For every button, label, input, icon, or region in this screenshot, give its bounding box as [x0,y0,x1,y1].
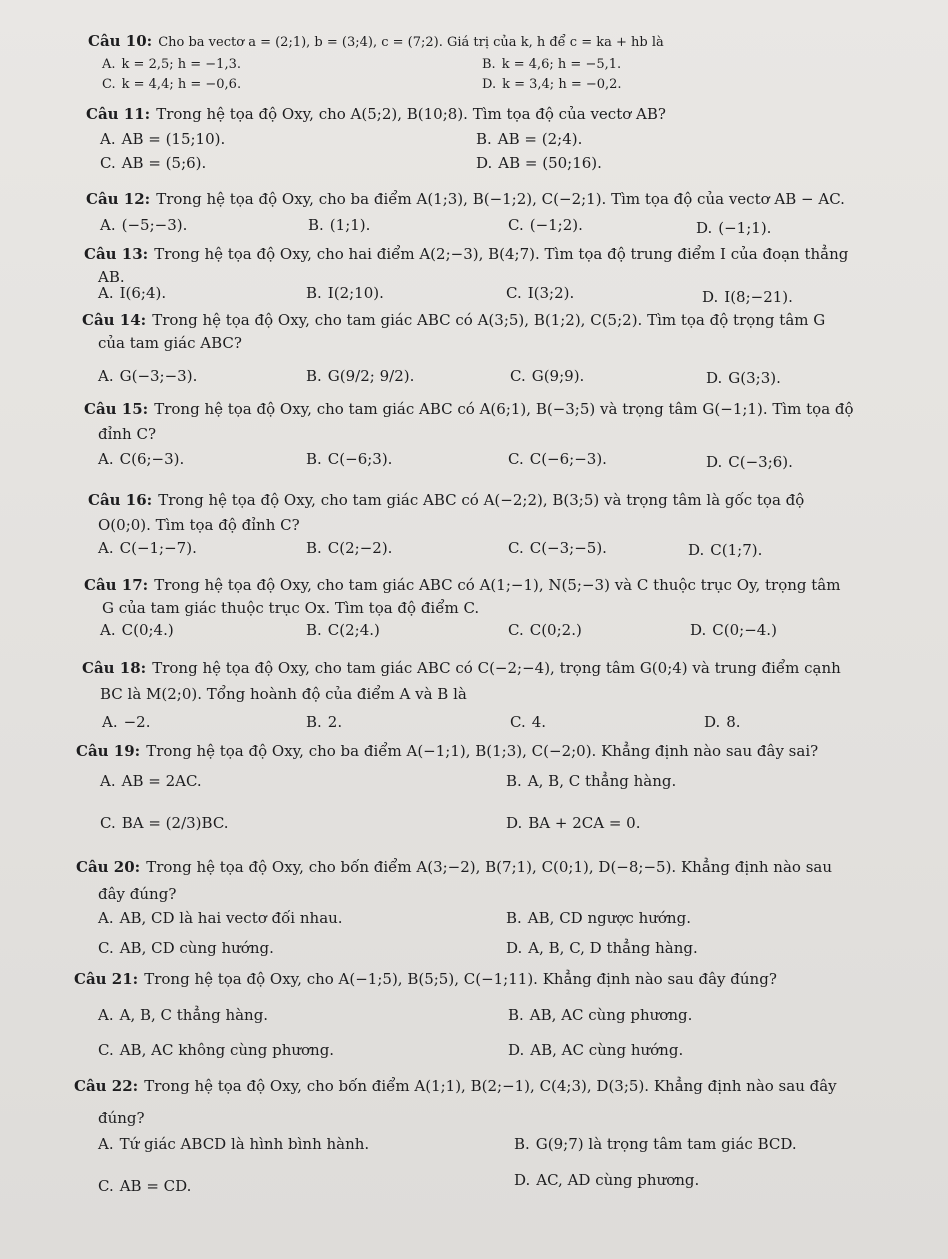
option-text: C(−1;−7). [119,539,197,557]
question-16-continuation: O(0;0). Tìm tọa độ đỉnh C? [98,516,300,534]
option-label: C. [100,154,116,172]
option-a[interactable] [98,1005,268,1025]
option-label: D. [506,939,523,957]
option-text: G(3;3). [728,369,781,387]
option-b[interactable] [306,366,414,386]
question-17-text [84,575,840,595]
option-label: D. [696,219,713,237]
option-label: D. [690,621,707,639]
question-line: Trong hệ tọa độ Oxy, cho A(−1;5), B(5;5), C(−1;11). Khẳng định nào sau đây đúng? [144,970,777,988]
option-d[interactable] [508,1040,683,1060]
option-label: B. [306,284,322,302]
option-label: D. [688,541,705,559]
option-label: C. [506,284,522,302]
question-label: Câu 19: [76,742,141,760]
option-c[interactable] [506,283,574,303]
option-label: D. [508,1041,525,1059]
question-label: Câu 16: [88,491,153,509]
option-a[interactable] [100,771,202,791]
option-text: 4. [531,713,547,731]
option-label: B. [482,57,496,72]
option-text: G(−3;−3). [119,367,198,385]
option-text: AB, CD ngược hướng. [527,909,691,927]
option-label: A. [98,909,114,927]
option-label: C. [98,939,114,957]
option-text: (−1;1). [718,219,772,237]
option-label: B. [306,621,322,639]
option-text: C(−3;6). [728,453,793,471]
option-text: C(0;4.) [121,621,174,639]
option-text: AB, AC không cùng phương. [119,1041,335,1059]
option-text: A, B, C thẳng hàng. [119,1006,269,1024]
option-a[interactable] [98,449,184,469]
option-label: C. [508,539,524,557]
option-label: A. [98,367,114,385]
option-label: A. [98,539,114,557]
option-text: I(2;10). [327,284,384,302]
option-b[interactable] [506,908,691,928]
option-text: AC, AD cùng phương. [536,1171,700,1189]
option-d[interactable] [688,540,762,560]
option-label: A. [102,57,116,72]
option-label: D. [702,288,719,306]
option-label: A. [100,621,116,639]
option-label: C. [98,1041,114,1059]
option-text: AB = CD. [119,1177,192,1195]
option-text: C(1;7). [710,541,763,559]
option-c[interactable] [98,1040,334,1060]
option-text: C(6;−3). [119,450,185,468]
option-label: C. [510,713,526,731]
option-label: C. [508,216,524,234]
option-c[interactable] [98,1176,191,1196]
option-label: B. [506,772,522,790]
option-text: C(0;2.) [529,621,582,639]
option-d[interactable] [706,452,793,472]
question-label: Câu 10: [88,32,153,50]
question-label: Câu 17: [84,576,149,594]
option-d[interactable] [704,712,741,732]
option-c[interactable] [98,938,274,958]
option-text: 8. [726,713,741,731]
option-label: C. [100,814,116,832]
question-label: Câu 14: [82,311,147,329]
question-label: Câu 21: [74,970,139,988]
option-text: k = 2,5; h = −1,3. [121,57,241,72]
option-label: A. [100,772,116,790]
option-text: I(6;4). [119,284,167,302]
question-line: Trong hệ tọa độ Oxy, cho tam giác ABC có A(3;5), B(1;2), C(5;2). Tìm tọa độ trọng tâm G [152,311,826,329]
option-c[interactable] [508,215,583,235]
option-label: D. [506,814,523,832]
question-line: Trong hệ tọa độ Oxy, cho tam giác ABC có A(6;1), B(−3;5) và trọng tâm G(−1;1). Tìm tọa độ [154,400,854,418]
option-text: AB, CD cùng hướng. [119,939,274,957]
option-label: A. [102,713,118,731]
question-label: Câu 12: [86,190,151,208]
option-a[interactable] [102,55,241,75]
option-label: B. [306,367,322,385]
question-19-text [76,741,818,761]
option-text: AB = (5;6). [121,154,207,172]
option-label: B. [506,909,522,927]
option-text: Tứ giác ABCD là hình bình hành. [119,1135,370,1153]
option-a[interactable] [100,129,225,149]
option-text: (−1;2). [529,216,583,234]
option-c[interactable] [510,366,584,386]
option-text: AB = 2AC. [121,772,202,790]
question-11-text [86,104,666,124]
question-13-text [84,244,848,264]
option-c[interactable] [102,75,241,95]
option-text: G(9;9). [531,367,585,385]
option-text: G(9;7) là trọng tâm tam giác BCD. [535,1135,797,1153]
option-text: BA = (2/3)BC. [121,814,229,832]
option-text: AB, AC cùng phương. [529,1006,693,1024]
option-text: k = 3,4; h = −0,2. [502,77,622,92]
option-label: B. [306,450,322,468]
option-text: (1;1). [329,216,371,234]
question-line: Trong hệ tọa độ Oxy, cho tam giác ABC có C(−2;−4), trọng tâm G(0;4) và trung điểm cạnh [152,659,841,677]
option-label: A. [98,1135,114,1153]
question-13-continuation: AB. [98,268,125,286]
option-label: D. [704,713,721,731]
option-text: AB = (15;10). [121,130,226,148]
option-a[interactable] [98,283,166,303]
question-label: Câu 11: [86,105,151,123]
option-c[interactable] [508,538,607,558]
question-17-continuation: G của tam giác thuộc trục Ox. Tìm tọa độ điểm C. [102,599,480,617]
option-text: C(2;−2). [327,539,393,557]
option-text: BA + 2CA = 0. [528,814,641,832]
option-label: D. [514,1171,531,1189]
option-text: A, B, C thẳng hàng. [527,772,677,790]
option-d[interactable] [482,75,622,95]
option-text: k = 4,6; h = −5,1. [501,57,622,72]
option-b[interactable] [306,449,392,469]
question-18-text [82,658,841,678]
question-label: Câu 22: [74,1077,139,1095]
option-label: B. [306,713,322,731]
option-d[interactable] [706,368,781,388]
option-text: k = 4,4; h = −0,6. [121,77,242,92]
question-12-text [86,189,845,209]
option-b[interactable] [306,538,392,558]
option-label: B. [306,539,322,557]
option-label: D. [482,77,497,92]
option-text: I(3;2). [527,284,575,302]
option-label: D. [706,453,723,471]
option-d[interactable] [476,153,602,173]
question-label: Câu 15: [84,400,149,418]
option-b[interactable] [308,215,370,235]
option-c[interactable] [100,153,206,173]
option-b[interactable] [306,620,380,640]
option-text: 2. [327,713,343,731]
question-15-continuation: đỉnh C? [98,425,157,443]
option-a[interactable] [98,366,197,386]
question-label: Câu 18: [82,659,147,677]
option-c[interactable] [510,712,546,732]
option-label: B. [308,216,324,234]
option-text: AB, AC cùng hướng. [530,1041,684,1059]
question-20-continuation: đây đúng? [98,885,177,903]
option-b[interactable] [506,771,676,791]
option-a[interactable] [100,620,174,640]
option-label: A. [98,450,114,468]
option-c[interactable] [508,620,582,640]
option-text: C(−3;−5). [529,539,607,557]
question-line: Cho ba vectơ a = (2;1), b = (3;4), c = (7;2). Giá trị của k, h để c = ka + hb là [158,35,664,50]
question-line: Trong hệ tọa độ Oxy, cho ba điểm A(1;3), B(−1;2), C(−2;1). Tìm tọa độ của vectơ AB − AC. [156,190,845,208]
option-a[interactable] [98,538,197,558]
question-line: Trong hệ tọa độ Oxy, cho ba điểm A(−1;1), B(1;3), C(−2;0). Khẳng định nào sau đây sai? [146,742,819,760]
option-b[interactable] [306,712,342,732]
option-b[interactable] [508,1005,692,1025]
option-a[interactable] [100,215,187,235]
option-text: AB, CD là hai vectơ đối nhau. [119,909,343,927]
option-b[interactable] [482,55,621,75]
question-label: Câu 13: [84,245,149,263]
option-label: D. [706,369,723,387]
option-c[interactable] [100,813,229,833]
option-label: C. [102,77,116,92]
option-text: C(0;−4.) [712,621,777,639]
option-label: A. [98,284,114,302]
option-d[interactable] [690,620,777,640]
option-d[interactable] [514,1170,699,1190]
option-label: C. [510,367,526,385]
option-label: C. [508,621,524,639]
question-16-text [88,490,804,510]
option-text: AB = (2;4). [497,130,583,148]
option-text: C(−6;−3). [529,450,607,468]
option-text: C(2;4.) [327,621,380,639]
option-label: A. [100,216,116,234]
question-18-continuation: BC là M(2;0). Tổng hoành độ của điểm A và B là [100,685,467,703]
option-label: C. [508,450,524,468]
option-text: AB = (50;16). [498,154,602,172]
option-b[interactable] [514,1134,797,1154]
question-15-text [84,399,854,419]
option-label: A. [98,1006,114,1024]
option-label: B. [476,130,492,148]
question-22-text [74,1076,837,1096]
question-14-text [82,310,825,330]
option-c[interactable] [508,449,607,469]
option-label: D. [476,154,493,172]
option-label: A. [100,130,116,148]
question-line: Trong hệ tọa độ Oxy, cho bốn điểm A(1;1), B(2;−1), C(4;3), D(3;5). Khẳng định nào sau đây [144,1077,837,1095]
question-line: Trong hệ tọa độ Oxy, cho A(5;2), B(10;8). Tìm tọa độ của vectơ AB? [156,105,666,123]
question-line: Trong hệ tọa độ Oxy, cho tam giác ABC có A(−2;2), B(3;5) và trọng tâm là gốc tọa độ [158,491,805,509]
option-d[interactable] [506,813,641,833]
question-line: Trong hệ tọa độ Oxy, cho hai điểm A(2;−3), B(4;7). Tìm tọa độ trung điểm I của đoạn thẳng [154,245,849,263]
question-20-text [76,857,832,877]
option-label: B. [514,1135,530,1153]
question-line: Trong hệ tọa độ Oxy, cho tam giác ABC có A(1;−1), N(5;−3) và C thuộc trục Oy, trọng tâm [154,576,841,594]
question-label: Câu 20: [76,858,141,876]
option-text: A, B, C, D thẳng hàng. [528,939,698,957]
question-21-text [74,969,777,989]
option-label: B. [508,1006,524,1024]
option-d[interactable] [696,218,771,238]
option-d[interactable] [702,287,793,307]
question-line: Trong hệ tọa độ Oxy, cho bốn điểm A(3;−2), B(7;1), C(0;1), D(−8;−5). Khẳng định nào sau [146,858,832,876]
option-a[interactable] [102,712,151,732]
option-text: −2. [123,713,151,731]
option-label: C. [98,1177,114,1195]
option-d[interactable] [506,938,698,958]
question-14-continuation: của tam giác ABC? [98,334,242,352]
option-a[interactable] [98,1134,369,1154]
question-22-continuation: đúng? [98,1109,145,1127]
option-text: G(9/2; 9/2). [327,367,415,385]
question-10-text [88,31,664,53]
option-b[interactable] [306,283,384,303]
option-text: C(−6;3). [327,450,393,468]
option-a[interactable] [98,908,343,928]
option-text: (−5;−3). [121,216,188,234]
option-b[interactable] [476,129,582,149]
option-text: I(8;−21). [724,288,793,306]
